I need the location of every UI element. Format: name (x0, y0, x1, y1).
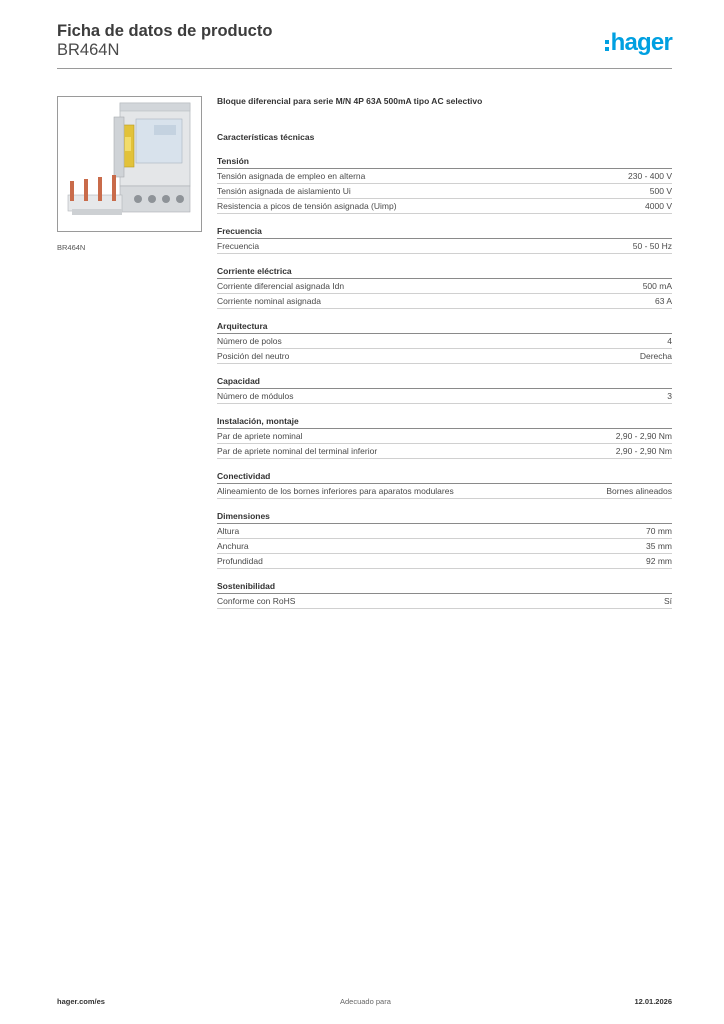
spec-row (217, 429, 672, 444)
spec-label: Par de apriete nominal (217, 431, 303, 441)
spec-group-title: Conectividad (217, 470, 672, 484)
spec-value: Derecha (639, 351, 672, 361)
footer-date: 12.01.2026 (634, 997, 672, 1006)
product-reference: BR464N (57, 41, 120, 59)
spec-row (217, 349, 672, 364)
spec-value: 70 mm (646, 526, 672, 536)
spec-value: 63 A (654, 296, 672, 306)
page-footer (57, 997, 672, 1009)
spec-label: Profundidad (217, 556, 263, 566)
spec-groups (217, 155, 672, 609)
spec-label: Anchura (217, 541, 249, 551)
spec-label: Tensión asignada de empleo en alterna (217, 171, 366, 181)
spec-label: Frecuencia (217, 241, 260, 251)
header-divider (57, 68, 672, 69)
spec-value: 50 - 50 Hz (632, 241, 672, 251)
spec-value: 2,90 - 2,90 Nm (615, 431, 672, 441)
hager-logo (605, 30, 672, 56)
spec-group-title: Tensión (217, 155, 672, 169)
image-caption: BR464N (57, 243, 86, 252)
spec-row (217, 389, 672, 404)
spec-value: 92 mm (646, 556, 672, 566)
spec-label: Corriente nominal asignada (217, 296, 321, 306)
product-image (57, 96, 202, 232)
spec-value: 4000 V (645, 201, 672, 211)
spec-value: 35 mm (646, 541, 672, 551)
spec-label: Tensión asignada de aislamiento Ui (217, 186, 351, 196)
product-description: Bloque diferencial para serie M/N 4P 63A 500mA tipo AC selectivo (217, 96, 483, 106)
spec-value: Sí (663, 596, 672, 606)
spec-row (217, 279, 672, 294)
spec-label: Par de apriete nominal del terminal inferior (217, 446, 378, 456)
spec-label: Altura (217, 526, 240, 536)
spec-value: Bornes alineados (606, 486, 672, 496)
spec-label: Número de polos (217, 336, 282, 346)
spec-row (217, 539, 672, 554)
spec-label: Número de módulos (217, 391, 294, 401)
page-header (57, 22, 672, 69)
spec-group-title: Corriente eléctrica (217, 265, 672, 279)
spec-group-title: Dimensiones (217, 510, 672, 524)
spec-content (217, 94, 672, 609)
spec-value: 230 - 400 V (628, 171, 672, 181)
logo-text: hager (610, 29, 672, 56)
spec-group (217, 225, 672, 254)
spec-value: 500 mA (642, 281, 672, 291)
document-title: Ficha de datos de producto (57, 22, 273, 40)
section-heading: Características técnicas (217, 132, 315, 142)
spec-row (217, 554, 672, 569)
logo-colon-icon (605, 40, 609, 51)
spec-value: 2,90 - 2,90 Nm (615, 446, 672, 456)
spec-row (217, 239, 672, 254)
spec-group (217, 580, 672, 609)
spec-row (217, 524, 672, 539)
spec-label: Alineamiento de los bornes inferiores para aparatos modulares (217, 486, 454, 496)
spec-row (217, 444, 672, 459)
spec-label: Corriente diferencial asignada Idn (217, 281, 345, 291)
spec-row (217, 199, 672, 214)
spec-label: Conforme con RoHS (217, 596, 296, 606)
spec-group-title: Instalación, montaje (217, 415, 672, 429)
spec-row (217, 594, 672, 609)
footer-website: hager.com/es (57, 997, 105, 1006)
spec-group (217, 510, 672, 569)
spec-group-title: Arquitectura (217, 320, 672, 334)
spec-group (217, 155, 672, 214)
spec-row (217, 169, 672, 184)
spec-group (217, 320, 672, 364)
spec-group-title: Capacidad (217, 375, 672, 389)
spec-row (217, 294, 672, 309)
spec-group (217, 375, 672, 404)
spec-label: Resistencia a picos de tensión asignada (Uimp) (217, 201, 397, 211)
spec-row (217, 334, 672, 349)
product-illustration-icon (58, 97, 201, 231)
spec-group (217, 470, 672, 499)
footer-center-text: Adecuado para (340, 997, 391, 1006)
spec-group (217, 415, 672, 459)
spec-group (217, 265, 672, 309)
spec-value: 3 (667, 391, 672, 401)
spec-value: 500 V (649, 186, 672, 196)
spec-row (217, 184, 672, 199)
spec-label: Posición del neutro (217, 351, 290, 361)
spec-value: 4 (667, 336, 672, 346)
spec-group-title: Sostenibilidad (217, 580, 672, 594)
spec-group-title: Frecuencia (217, 225, 672, 239)
spec-row (217, 484, 672, 499)
